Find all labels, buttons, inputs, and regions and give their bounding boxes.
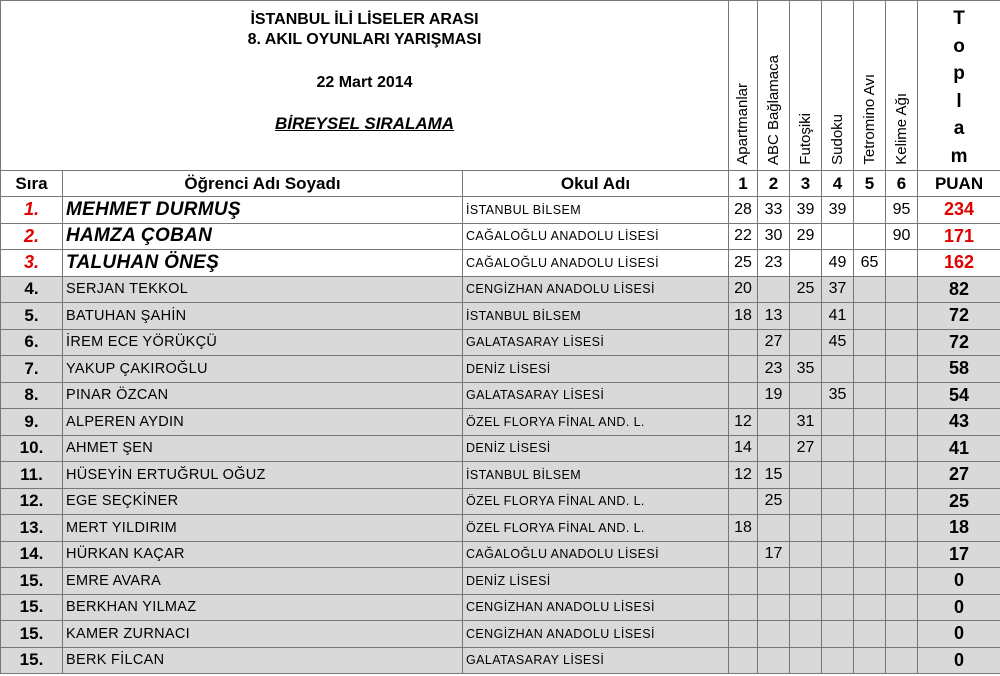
school-name: DENİZ LİSESİ: [463, 435, 729, 462]
table-row: [1, 276, 1000, 303]
score-game-1: 12: [729, 409, 758, 436]
game-name: ABC Bağlamaca: [764, 54, 782, 165]
game-header-2: [758, 1, 790, 171]
school-name: DENİZ LİSESİ: [463, 356, 729, 383]
score-game-6: [886, 382, 918, 409]
rank-cell: 15.: [1, 568, 63, 595]
score-game-3: 31: [790, 409, 822, 436]
score-game-2: 19: [758, 382, 790, 409]
score-game-6: [886, 621, 918, 648]
score-game-4: 37: [822, 276, 854, 303]
score-game-2: [758, 621, 790, 648]
page-subtitle: BİREYSEL SIRALAMA: [274, 114, 455, 133]
rank-cell: 15.: [1, 647, 63, 674]
score-game-6: [886, 647, 918, 674]
game-name: Tetromino Avı: [860, 74, 878, 165]
score-game-3: 27: [790, 435, 822, 462]
score-game-3: 29: [790, 223, 822, 250]
score-game-2: [758, 647, 790, 674]
score-game-4: [822, 223, 854, 250]
student-name: TALUHAN ÖNEŞ: [63, 250, 463, 277]
score-game-4: [822, 594, 854, 621]
score-game-5: [854, 329, 886, 356]
score-game-4: [822, 356, 854, 383]
toplam-letter: o: [953, 35, 965, 57]
game-number-1: 1: [729, 171, 758, 197]
total-score: 162: [918, 250, 1000, 277]
score-game-4: [822, 515, 854, 542]
table-row: [1, 250, 1000, 277]
score-game-1: [729, 488, 758, 515]
score-game-1: 20: [729, 276, 758, 303]
student-name: EMRE AVARA: [63, 568, 463, 595]
score-game-3: [790, 621, 822, 648]
game-name: Kelime Ağı: [892, 93, 910, 165]
table-row: [1, 462, 1000, 489]
score-game-4: 45: [822, 329, 854, 356]
score-game-3: [790, 594, 822, 621]
score-game-4: 49: [822, 250, 854, 277]
score-game-5: [854, 382, 886, 409]
score-game-5: [854, 568, 886, 595]
total-header: PUAN: [918, 171, 1000, 197]
student-name: HÜSEYİN ERTUĞRUL OĞUZ: [63, 462, 463, 489]
score-game-4: 39: [822, 197, 854, 224]
rank-cell: 13.: [1, 515, 63, 542]
school-name: ÖZEL FLORYA FİNAL AND. L.: [463, 488, 729, 515]
score-game-2: [758, 594, 790, 621]
total-score: 0: [918, 647, 1000, 674]
table-row: [1, 594, 1000, 621]
score-game-5: [854, 276, 886, 303]
rank-cell: 7.: [1, 356, 63, 383]
toplam-letter: a: [953, 118, 965, 139]
table-row: [1, 568, 1000, 595]
rank-cell: 3.: [1, 250, 63, 277]
total-score: 17: [918, 541, 1000, 568]
score-game-2: 23: [758, 250, 790, 277]
total-score: 72: [918, 303, 1000, 330]
school-header: Okul Adı: [463, 171, 729, 197]
school-name: GALATASARAY LİSESİ: [463, 329, 729, 356]
rank-header: Sıra: [1, 171, 63, 197]
score-game-6: [886, 435, 918, 462]
table-row: [1, 356, 1000, 383]
score-game-4: [822, 488, 854, 515]
game-header-1: [729, 1, 758, 171]
student-name: ALPEREN AYDIN: [63, 409, 463, 436]
game-number-2: 2: [758, 171, 790, 197]
rank-cell: 6.: [1, 329, 63, 356]
score-game-5: [854, 356, 886, 383]
score-game-5: [854, 303, 886, 330]
student-name: YAKUP ÇAKIROĞLU: [63, 356, 463, 383]
score-game-6: [886, 303, 918, 330]
rank-cell: 12.: [1, 488, 63, 515]
table-row: [1, 223, 1000, 250]
score-game-5: [854, 435, 886, 462]
score-game-5: [854, 647, 886, 674]
title-line-1: İSTANBUL İLİ LİSELER ARASI: [250, 11, 479, 28]
rank-cell: 5.: [1, 303, 63, 330]
student-name: BATUHAN ŞAHİN: [63, 303, 463, 330]
table-row: [1, 329, 1000, 356]
table-row: [1, 621, 1000, 648]
school-name: CENGİZHAN ANADOLU LİSESİ: [463, 276, 729, 303]
school-name: CENGİZHAN ANADOLU LİSESİ: [463, 621, 729, 648]
score-game-5: [854, 488, 886, 515]
student-name: SERJAN TEKKOL: [63, 276, 463, 303]
school-name: CAĞALOĞLU ANADOLU LİSESİ: [463, 223, 729, 250]
rank-cell: 11.: [1, 462, 63, 489]
score-game-3: [790, 382, 822, 409]
title-block: [1, 1, 729, 171]
school-name: İSTANBUL BİLSEM: [463, 303, 729, 330]
score-game-4: [822, 647, 854, 674]
game-name: Apartmanlar: [734, 83, 752, 165]
student-name: EGE SEÇKİNER: [63, 488, 463, 515]
score-game-2: 23: [758, 356, 790, 383]
score-game-2: [758, 435, 790, 462]
score-game-2: [758, 276, 790, 303]
score-game-5: [854, 621, 886, 648]
score-game-1: 18: [729, 515, 758, 542]
student-name: HAMZA ÇOBAN: [63, 223, 463, 250]
score-game-3: [790, 541, 822, 568]
score-game-3: [790, 462, 822, 489]
game-number-5: 5: [854, 171, 886, 197]
score-game-1: [729, 329, 758, 356]
score-game-3: [790, 515, 822, 542]
game-header-4: [822, 1, 854, 171]
score-game-1: [729, 541, 758, 568]
student-header: Öğrenci Adı Soyadı: [63, 171, 463, 197]
score-game-3: 25: [790, 276, 822, 303]
total-score: 0: [918, 594, 1000, 621]
total-score: 171: [918, 223, 1000, 250]
school-name: İSTANBUL BİLSEM: [463, 197, 729, 224]
rank-cell: 1.: [1, 197, 63, 224]
rank-cell: 9.: [1, 409, 63, 436]
rank-cell: 10.: [1, 435, 63, 462]
score-game-6: 95: [886, 197, 918, 224]
score-game-6: [886, 276, 918, 303]
score-game-4: [822, 462, 854, 489]
student-name: BERK FİLCAN: [63, 647, 463, 674]
game-header-3: [790, 1, 822, 171]
total-score: 27: [918, 462, 1000, 489]
score-game-6: [886, 409, 918, 436]
score-game-3: [790, 568, 822, 595]
score-game-2: 17: [758, 541, 790, 568]
score-game-2: [758, 515, 790, 542]
game-header-6: [886, 1, 918, 171]
toplam-letter: l: [956, 90, 962, 112]
rank-cell: 2.: [1, 223, 63, 250]
total-score: 234: [918, 197, 1000, 224]
game-number-3: 3: [790, 171, 822, 197]
score-game-5: [854, 594, 886, 621]
total-score: 54: [918, 382, 1000, 409]
game-number-6: 6: [886, 171, 918, 197]
student-name: BERKHAN YILMAZ: [63, 594, 463, 621]
score-game-6: [886, 594, 918, 621]
score-game-1: 28: [729, 197, 758, 224]
score-game-1: [729, 356, 758, 383]
table-row: [1, 647, 1000, 674]
score-game-1: 22: [729, 223, 758, 250]
score-game-6: [886, 462, 918, 489]
school-name: İSTANBUL BİLSEM: [463, 462, 729, 489]
total-score: 58: [918, 356, 1000, 383]
table-row: [1, 197, 1000, 224]
rank-cell: 15.: [1, 621, 63, 648]
score-game-4: [822, 409, 854, 436]
score-game-1: 25: [729, 250, 758, 277]
school-name: CAĞALOĞLU ANADOLU LİSESİ: [463, 541, 729, 568]
score-game-2: 33: [758, 197, 790, 224]
score-game-1: [729, 621, 758, 648]
rank-cell: 14.: [1, 541, 63, 568]
game-name: Futoşiki: [796, 113, 814, 165]
score-game-4: 35: [822, 382, 854, 409]
score-game-4: [822, 435, 854, 462]
score-game-3: [790, 250, 822, 277]
school-name: GALATASARAY LİSESİ: [463, 382, 729, 409]
score-game-4: [822, 541, 854, 568]
table-row: [1, 435, 1000, 462]
score-game-1: [729, 647, 758, 674]
total-score: 25: [918, 488, 1000, 515]
score-game-1: [729, 382, 758, 409]
score-game-2: 30: [758, 223, 790, 250]
toplam-header: [918, 1, 1000, 171]
table-row: [1, 541, 1000, 568]
ranking-rows: [1, 197, 1000, 674]
score-game-5: 65: [854, 250, 886, 277]
score-game-5: [854, 515, 886, 542]
student-name: MERT YILDIRIM: [63, 515, 463, 542]
score-game-3: [790, 647, 822, 674]
rank-cell: 4.: [1, 276, 63, 303]
school-name: GALATASARAY LİSESİ: [463, 647, 729, 674]
student-name: KAMER ZURNACI: [63, 621, 463, 648]
total-score: 72: [918, 329, 1000, 356]
score-game-2: 25: [758, 488, 790, 515]
score-game-1: 12: [729, 462, 758, 489]
toplam-letter: m: [950, 145, 968, 167]
score-game-3: 35: [790, 356, 822, 383]
student-name: İREM ECE YÖRÜKÇÜ: [63, 329, 463, 356]
score-game-3: [790, 329, 822, 356]
rank-cell: 15.: [1, 594, 63, 621]
student-name: AHMET ŞEN: [63, 435, 463, 462]
score-game-1: 14: [729, 435, 758, 462]
score-game-6: [886, 515, 918, 542]
total-score: 0: [918, 568, 1000, 595]
school-name: CAĞALOĞLU ANADOLU LİSESİ: [463, 250, 729, 277]
score-game-5: [854, 223, 886, 250]
total-score: 18: [918, 515, 1000, 542]
total-score: 43: [918, 409, 1000, 436]
student-name: HÜRKAN KAÇAR: [63, 541, 463, 568]
title-line-2: 8. AKIL OYUNLARI YARIŞMASI: [247, 31, 482, 48]
score-game-6: 90: [886, 223, 918, 250]
event-date: 22 Mart 2014: [316, 74, 413, 91]
table-row: [1, 303, 1000, 330]
score-game-2: 15: [758, 462, 790, 489]
score-game-4: 41: [822, 303, 854, 330]
score-game-6: [886, 356, 918, 383]
school-name: CENGİZHAN ANADOLU LİSESİ: [463, 594, 729, 621]
total-score: 41: [918, 435, 1000, 462]
toplam-letter: T: [953, 8, 965, 29]
score-game-2: [758, 568, 790, 595]
game-number-4: 4: [822, 171, 854, 197]
score-game-2: [758, 409, 790, 436]
score-game-6: [886, 488, 918, 515]
score-game-3: 39: [790, 197, 822, 224]
table-row: [1, 515, 1000, 542]
score-game-4: [822, 621, 854, 648]
table-row: [1, 409, 1000, 436]
total-score: 0: [918, 621, 1000, 648]
school-name: DENİZ LİSESİ: [463, 568, 729, 595]
score-game-6: [886, 568, 918, 595]
score-game-5: [854, 541, 886, 568]
score-game-4: [822, 568, 854, 595]
score-game-5: [854, 462, 886, 489]
score-game-6: [886, 541, 918, 568]
table-row: [1, 382, 1000, 409]
score-game-5: [854, 197, 886, 224]
score-game-1: 18: [729, 303, 758, 330]
student-name: PINAR ÖZCAN: [63, 382, 463, 409]
total-score: 82: [918, 276, 1000, 303]
game-header-5: [854, 1, 886, 171]
score-game-6: [886, 329, 918, 356]
score-game-2: 13: [758, 303, 790, 330]
student-name: MEHMET DURMUŞ: [63, 197, 463, 224]
school-name: ÖZEL FLORYA FİNAL AND. L.: [463, 409, 729, 436]
toplam-letter: p: [953, 63, 965, 84]
score-game-2: 27: [758, 329, 790, 356]
rank-cell: 8.: [1, 382, 63, 409]
column-header-row: [1, 171, 1000, 197]
score-game-1: [729, 594, 758, 621]
score-game-3: [790, 488, 822, 515]
score-game-1: [729, 568, 758, 595]
score-game-6: [886, 250, 918, 277]
table-row: [1, 488, 1000, 515]
game-name: Sudoku: [828, 114, 846, 165]
score-game-5: [854, 409, 886, 436]
score-game-3: [790, 303, 822, 330]
school-name: ÖZEL FLORYA FİNAL AND. L.: [463, 515, 729, 542]
